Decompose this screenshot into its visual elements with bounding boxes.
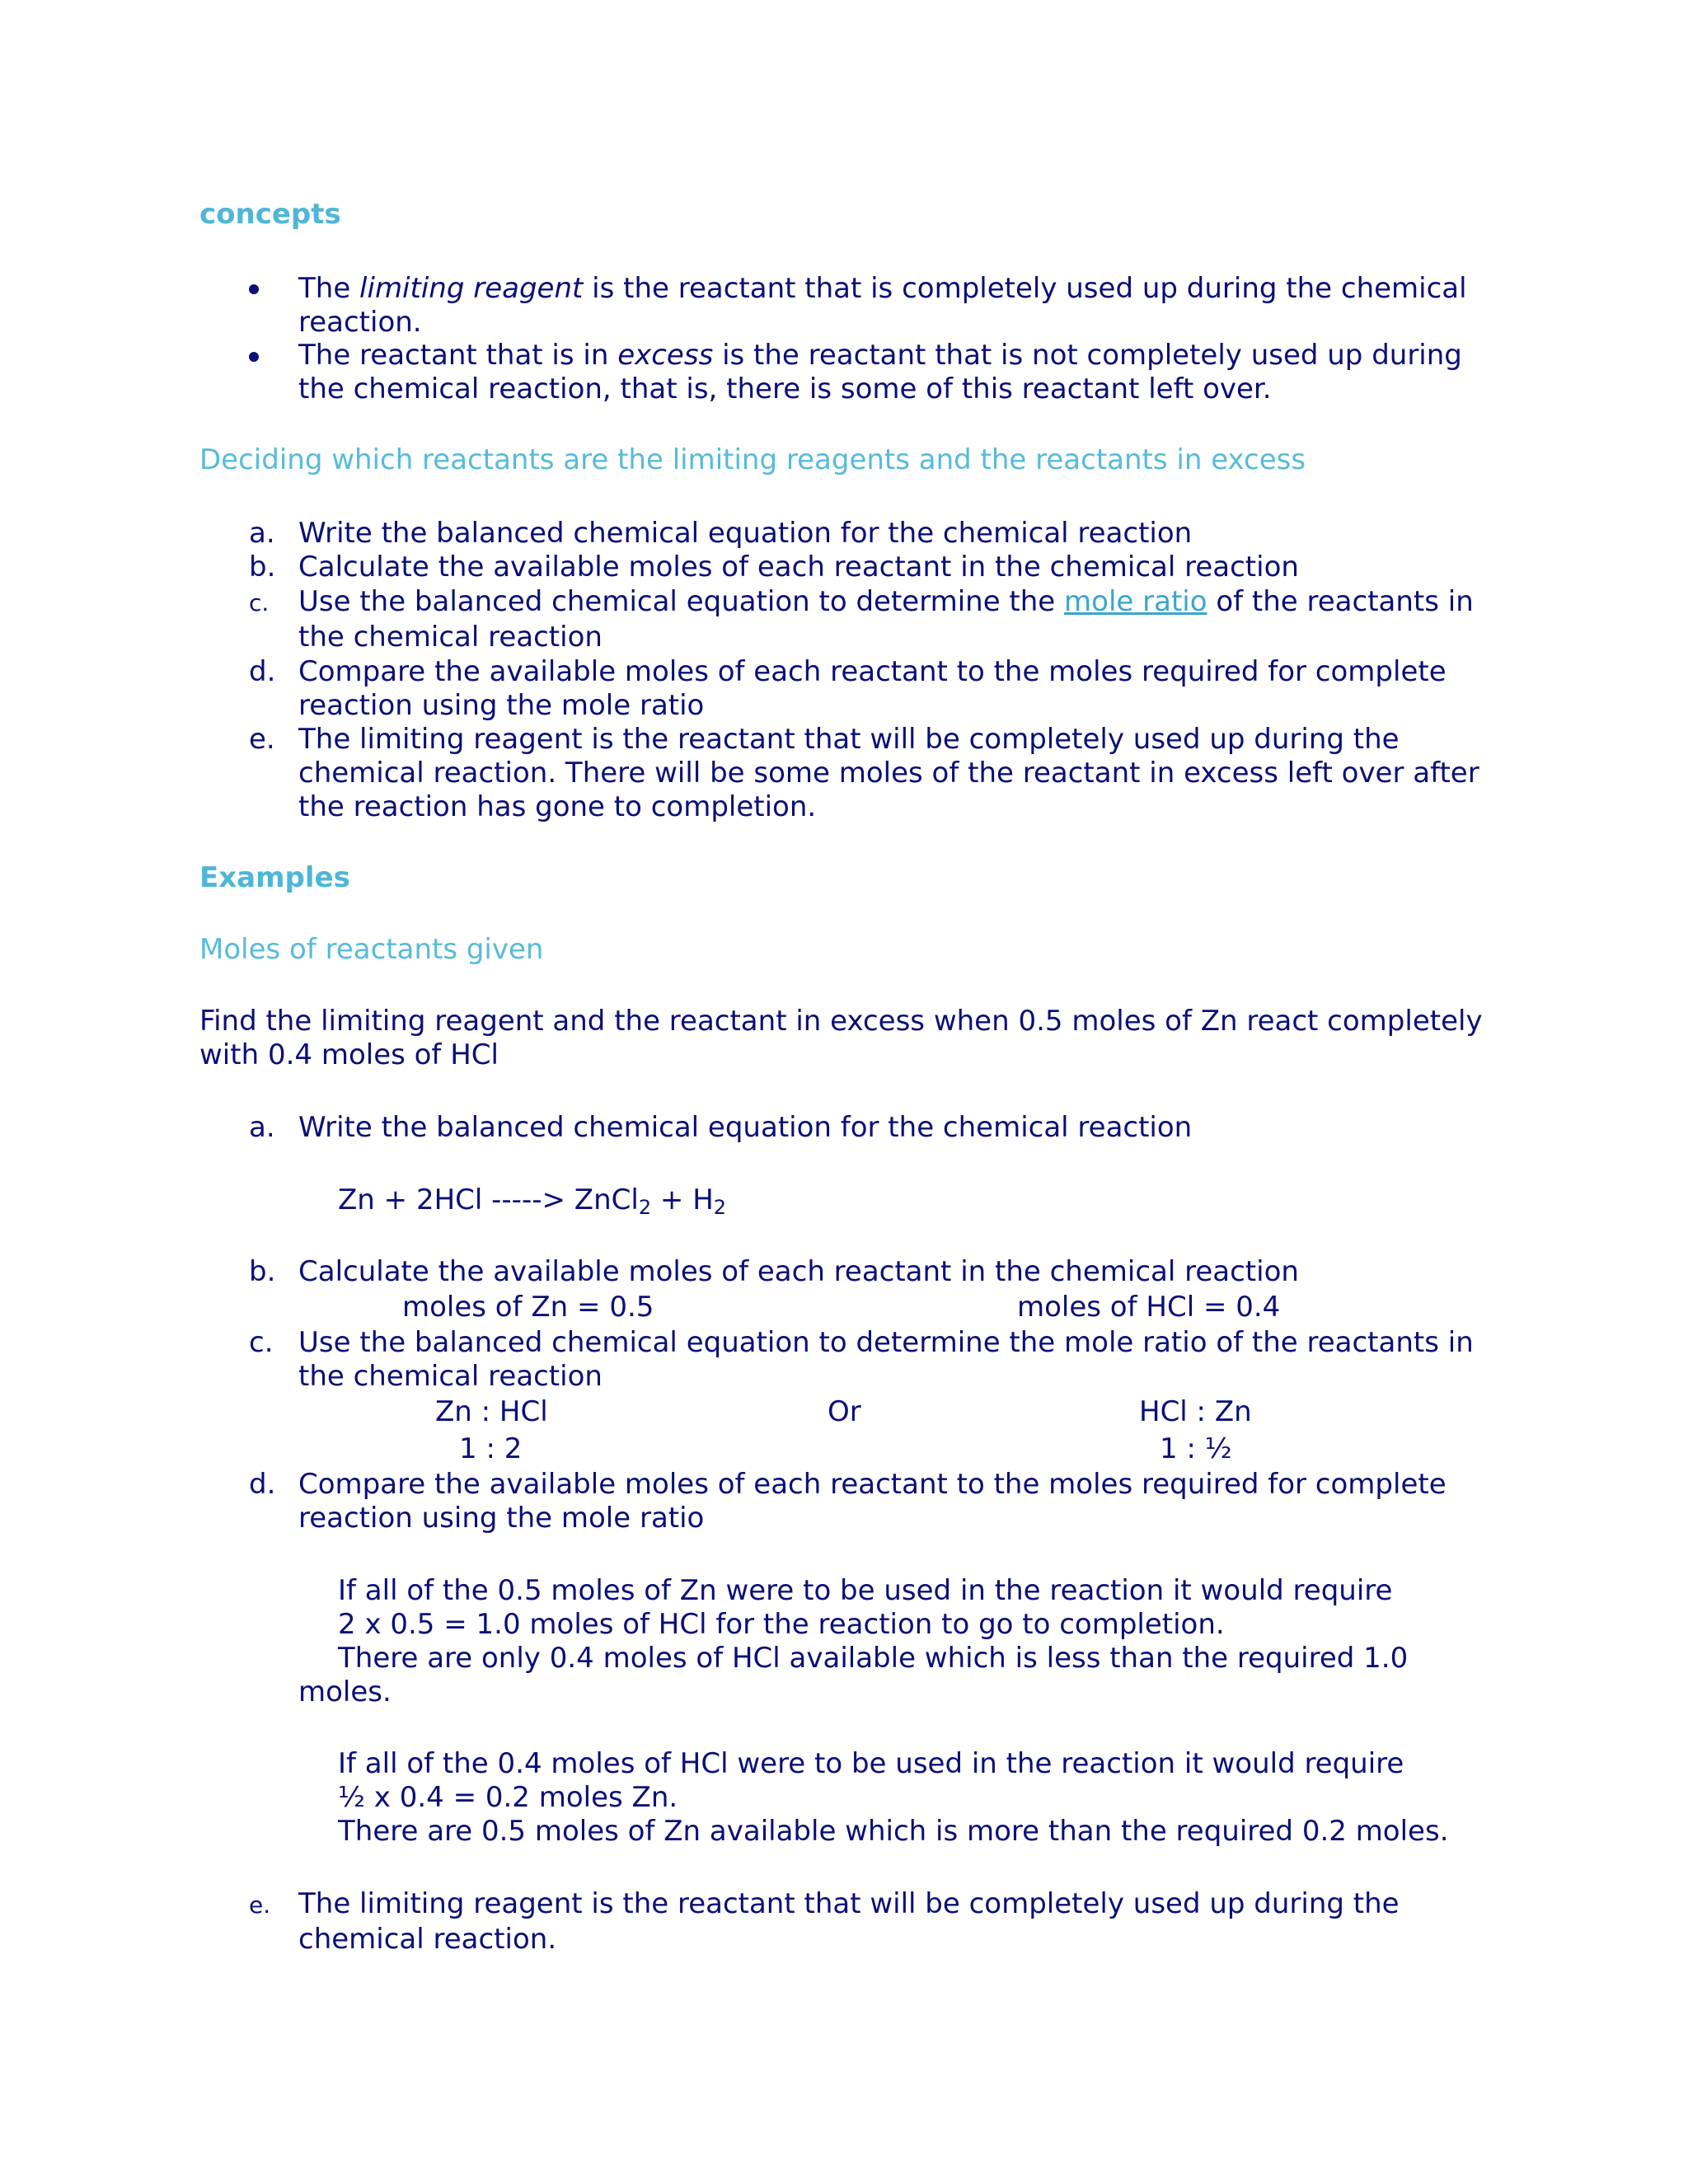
step-d-line-1: Compare the available moles of each reactant to the moles required for complete xyxy=(298,655,1447,688)
moles-hcl: moles of HCl = 0.4 xyxy=(1017,1291,1281,1324)
moles-zn: moles of Zn = 0.5 xyxy=(402,1291,654,1324)
ratio-zn-hcl-value: 1 : 2 xyxy=(459,1432,523,1465)
concept-bullet-2-line-1: The reactant that is in excess is the reactant that is not completely used up during xyxy=(298,339,1462,372)
analysis-1-line-1: If all of the 0.5 moles of Zn were to be used in the reaction it would require xyxy=(338,1574,1393,1607)
step-marker-e: e. xyxy=(249,723,275,756)
step-a-text: Write the balanced chemical equation for the chemical reaction xyxy=(298,517,1193,550)
step-b-text: Calculate the available moles of each reactant in the chemical reaction xyxy=(298,551,1299,583)
example-e-line-1: The limiting reagent is the reactant that will be completely used up during the xyxy=(298,1887,1400,1920)
example-marker-a: a. xyxy=(249,1111,275,1144)
step-e-line-2: chemical reaction. There will be some moles of the reactant in excess left over after xyxy=(298,757,1479,790)
bullet-icon xyxy=(249,352,259,362)
example-marker-e: e. xyxy=(249,1891,271,1919)
step-marker-c: c. xyxy=(249,589,270,616)
concept-bullet-1-line-1: The limiting reagent is the reactant that is completely used up during the chemical xyxy=(298,272,1467,305)
step-e-line-1: The limiting reagent is the reactant that will be completely used up during the xyxy=(298,723,1400,756)
step-marker-d: d. xyxy=(249,655,276,688)
example-c-line-2: the chemical reaction xyxy=(298,1360,603,1393)
examples-subheading: Moles of reactants given xyxy=(199,933,544,966)
example-marker-c: c. xyxy=(249,1326,274,1359)
analysis-1-line-4: moles. xyxy=(298,1675,392,1708)
concept-bullet-2-line-2: the chemical reaction, that is, there is some of this reactant left over. xyxy=(298,373,1272,405)
analysis-2-line-2: ½ x 0.4 = 0.2 moles Zn. xyxy=(338,1781,678,1814)
examples-heading: Examples xyxy=(199,861,350,894)
example-c-line-1: Use the balanced chemical equation to determine the mole ratio of the reactants in xyxy=(298,1326,1474,1359)
balanced-equation: Zn + 2HCl -----> ZnCl$_2$ + $H_2$ xyxy=(338,1183,727,1219)
example-d-line-2: reaction using the mole ratio xyxy=(298,1502,705,1535)
ratio-zn-hcl-label: Zn : HCl xyxy=(435,1395,548,1428)
bullet-icon xyxy=(249,284,259,294)
example-e-line-2: chemical reaction. xyxy=(298,1923,557,1956)
step-c-line-2: the chemical reaction xyxy=(298,621,603,654)
concepts-heading: concepts xyxy=(199,198,341,231)
example-a-text: Write the balanced chemical equation for the chemical reaction xyxy=(298,1111,1193,1144)
step-d-line-2: reaction using the mole ratio xyxy=(298,689,705,722)
step-marker-b: b. xyxy=(249,551,276,583)
example-b-text: Calculate the available moles of each reactant in the chemical reaction xyxy=(298,1255,1299,1288)
analysis-2-line-3: There are 0.5 moles of Zn available which is more than the required 0.2 moles. xyxy=(338,1815,1449,1848)
analysis-1-line-2: 2 x 0.5 = 1.0 moles of HCl for the reaction to go to completion. xyxy=(338,1608,1225,1641)
example-marker-b: b. xyxy=(249,1255,276,1288)
example-d-line-1: Compare the available moles of each reactant to the moles required for complete xyxy=(298,1468,1447,1501)
step-e-line-3: the reaction has gone to completion. xyxy=(298,790,817,823)
example-marker-d: d. xyxy=(249,1468,276,1501)
deciding-heading: Deciding which reactants are the limiting reagents and the reactants in excess xyxy=(199,443,1306,476)
ratio-or: Or xyxy=(828,1395,861,1428)
analysis-1-line-3: There are only 0.4 moles of HCl available which is less than the required 1.0 xyxy=(338,1642,1409,1675)
ratio-hcl-zn-value: 1 : ½ xyxy=(1160,1432,1232,1465)
analysis-2-line-1: If all of the 0.4 moles of HCl were to be used in the reaction it would require xyxy=(338,1747,1404,1780)
problem-line-1: Find the limiting reagent and the reactant in excess when 0.5 moles of Zn react completely xyxy=(199,1005,1483,1038)
concept-bullet-1-line-2: reaction. xyxy=(298,306,422,339)
mole-ratio-link[interactable]: mole ratio xyxy=(1064,585,1207,618)
ratio-hcl-zn-label: HCl : Zn xyxy=(1139,1395,1252,1428)
problem-line-2: with 0.4 moles of HCl xyxy=(199,1038,499,1071)
step-c-line-1: Use the balanced chemical equation to determine the mole ratio of the reactants in xyxy=(298,585,1474,618)
step-marker-a: a. xyxy=(249,517,275,550)
